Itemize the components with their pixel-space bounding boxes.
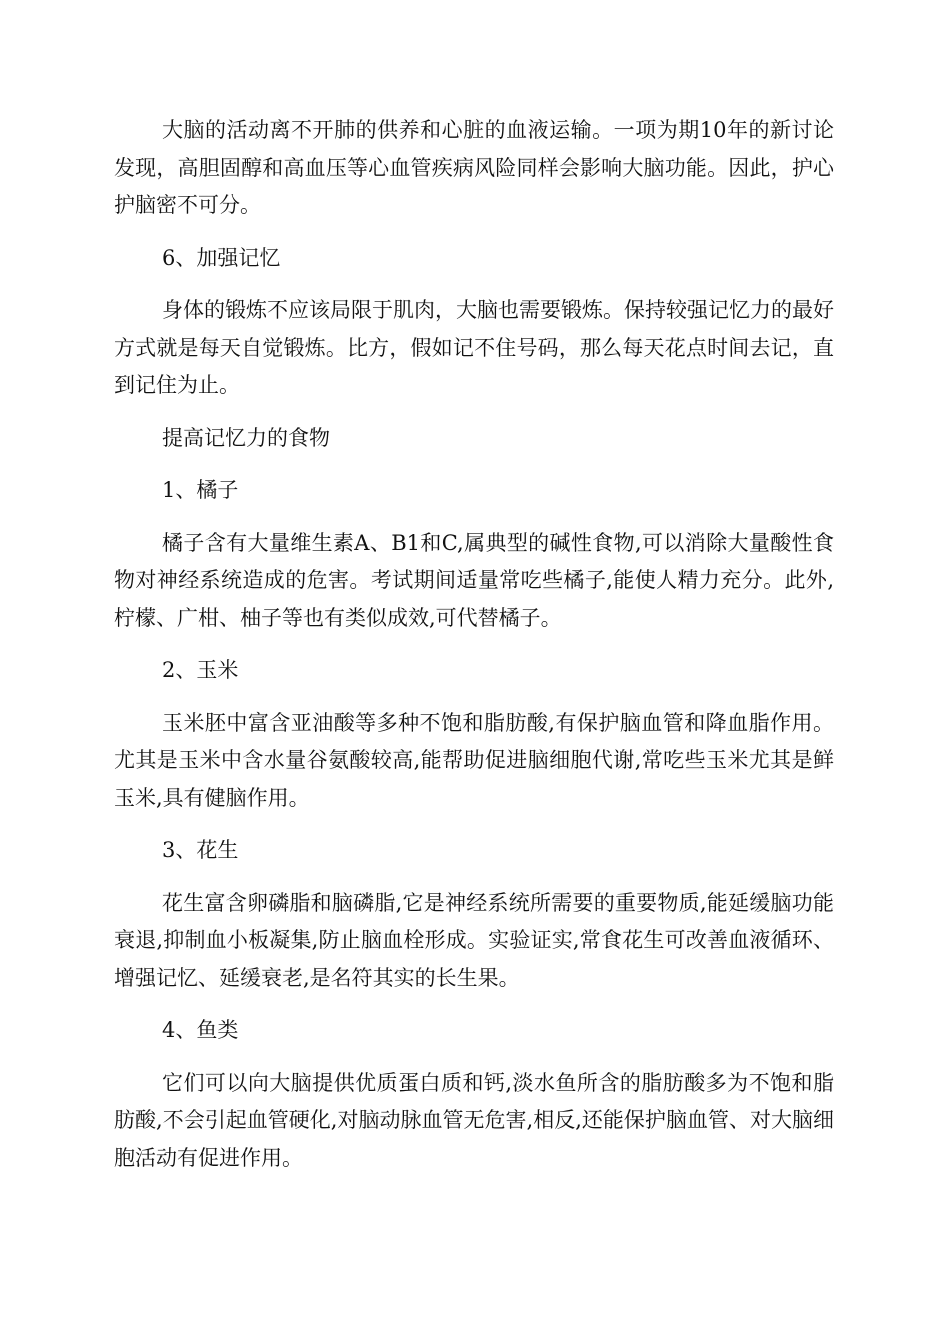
paragraph-orange: 橘子含有大量维生素A、B1和C,属典型的碱性食物,可以消除大量酸性食物对神经系统造成的危害。考试期间适量常吃些橘子,能使人精力充分。此外,柠檬、广柑、柚子等也有类似成效,可代替橘子。 (114, 530, 834, 630)
item-heading-peanut: 3、花生 (162, 838, 239, 862)
paragraph-corn: 玉米胚中富含亚油酸等多种不饱和脂肪酸,有保护脑血管和降血脂作用。尤其是玉米中含水量谷氨酸较高,能帮助促进脑细胞代谢,常吃些玉米尤其是鲜玉米,具有健脑作用。 (114, 710, 834, 810)
item-heading-corn: 2、玉米 (162, 658, 239, 682)
paragraph-brain-heart: 大脑的活动离不开肺的供养和心脏的血液运输。一项为期10年的新讨论发现，高胆固醇和高血压等心血管疾病风险同样会影响大脑功能。因此，护心护脑密不可分。 (114, 118, 834, 217)
paragraph-memory-exercise: 身体的锻炼不应该局限于肌肉，大脑也需要锻炼。保持较强记忆力的最好方式就是每天自觉锻炼。比方，假如记不住号码，那么每天花点时间去记，直到记住为止。 (114, 298, 834, 397)
document-body (114, 112, 834, 1192)
paragraph-peanut: 花生富含卵磷脂和脑磷脂,它是神经系统所需要的重要物质,能延缓脑功能衰退,抑制血小板凝集,防止脑血栓形成。实验证实,常食花生可改善血液循环、增强记忆、延缓衰老,是名符其实的长生果。 (114, 890, 834, 990)
section-heading-memory: 6、加强记忆 (162, 245, 281, 270)
paragraph-fish: 它们可以向大脑提供优质蛋白质和钙,淡水鱼所含的脂肪酸多为不饱和脂肪酸,不会引起血管硬化,对脑动脉血管无危害,相反,还能保护脑血管、对大脑细胞活动有促进作用。 (114, 1070, 834, 1170)
item-heading-orange: 1、橘子 (162, 478, 239, 502)
section-heading-foods: 提高记忆力的食物 (162, 425, 330, 450)
item-heading-fish: 4、鱼类 (162, 1018, 239, 1042)
